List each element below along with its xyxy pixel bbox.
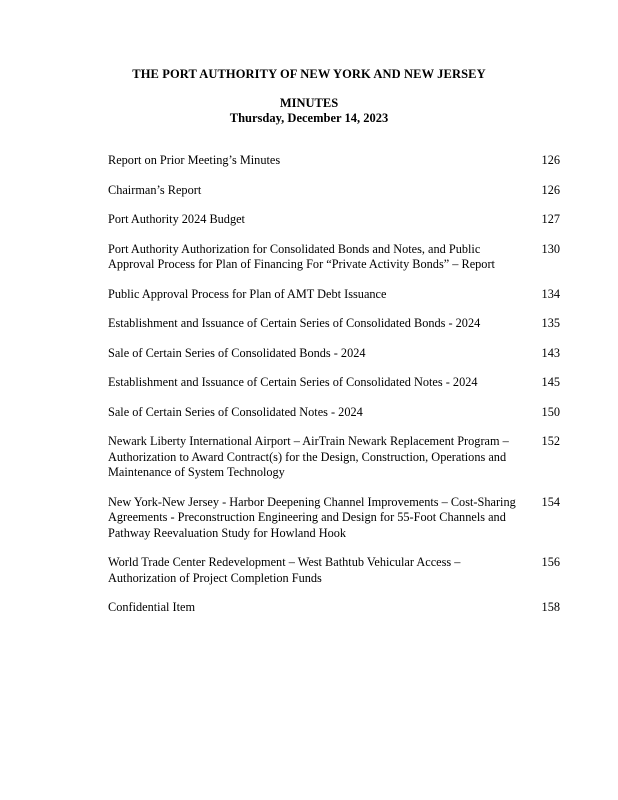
toc-item	[108, 405, 560, 421]
toc-item-title: Public Approval Process for Plan of AMT Debt Issuance	[108, 286, 387, 301]
toc-item-title: Sale of Certain Series of Consolidated Bonds - 2024	[108, 345, 366, 360]
toc-item-title: Establishment and Issuance of Certain Series of Consolidated Notes - 2024	[108, 375, 478, 389]
minutes-heading: MINUTES	[279, 96, 339, 110]
toc-item	[108, 555, 560, 586]
toc-item-page: 126	[541, 153, 560, 167]
toc-item-title: Newark Liberty International Airport – AirTrain Newark Replacement Program – Authorization to Award Contract(s) for the Design, Construction, Operations and Maintenance of System Technology	[108, 434, 509, 479]
toc-item-title: World Trade Center Redevelopment – West Bathtub Vehicular Access – Authorization of Project Completion Funds	[108, 555, 461, 585]
toc-item	[108, 242, 560, 273]
meeting-date: Thursday, December 14, 2023	[229, 111, 389, 125]
toc-item	[108, 183, 560, 199]
toc-item-page: 156	[541, 555, 560, 569]
toc-item-page: 158	[541, 600, 560, 614]
toc-item-page: 145	[541, 375, 560, 389]
toc-item-page: 154	[541, 494, 560, 509]
organization-title: THE PORT AUTHORITY OF NEW YORK AND NEW JERSEY	[132, 67, 486, 81]
toc-item	[108, 346, 560, 362]
toc-item-title: Establishment and Issuance of Certain Series of Consolidated Bonds - 2024	[108, 316, 481, 330]
toc-item-page: 150	[541, 404, 560, 419]
table-of-contents	[108, 153, 560, 630]
toc-item-page: 134	[541, 286, 560, 301]
toc-item	[108, 375, 560, 391]
toc-item	[108, 495, 560, 542]
toc-item-title: Port Authority 2024 Budget	[108, 212, 245, 226]
toc-item-title: New York-New Jersey - Harbor Deepening Channel Improvements – Cost-Sharing Agreements - Preconstruction Engineering and Design for 55-Foot Channels and Pathway Reevaluation Study for Howland Hook	[108, 494, 516, 540]
toc-item	[108, 316, 560, 332]
toc-item-title: Chairman’s Report	[108, 182, 202, 197]
toc-item-title: Port Authority Authorization for Consolidated Bonds and Notes, and Public Approval Process for Plan of Financing For “Private Activity Bonds” – Report	[108, 241, 495, 271]
toc-item-page: 143	[541, 345, 560, 360]
toc-item	[108, 153, 560, 169]
toc-item	[108, 434, 560, 481]
toc-item-page: 127	[541, 212, 560, 226]
toc-item	[108, 600, 560, 616]
toc-item-title: Confidential Item	[108, 600, 196, 614]
toc-item-page: 126	[541, 182, 560, 197]
toc-item-page: 152	[541, 434, 560, 448]
toc-item-title: Sale of Certain Series of Consolidated Notes - 2024	[108, 404, 363, 419]
toc-item-page: 135	[541, 316, 560, 330]
toc-item-page: 130	[541, 241, 560, 256]
toc-item	[108, 212, 560, 228]
toc-item	[108, 287, 560, 303]
toc-item-title: Report on Prior Meeting’s Minutes	[108, 153, 281, 167]
